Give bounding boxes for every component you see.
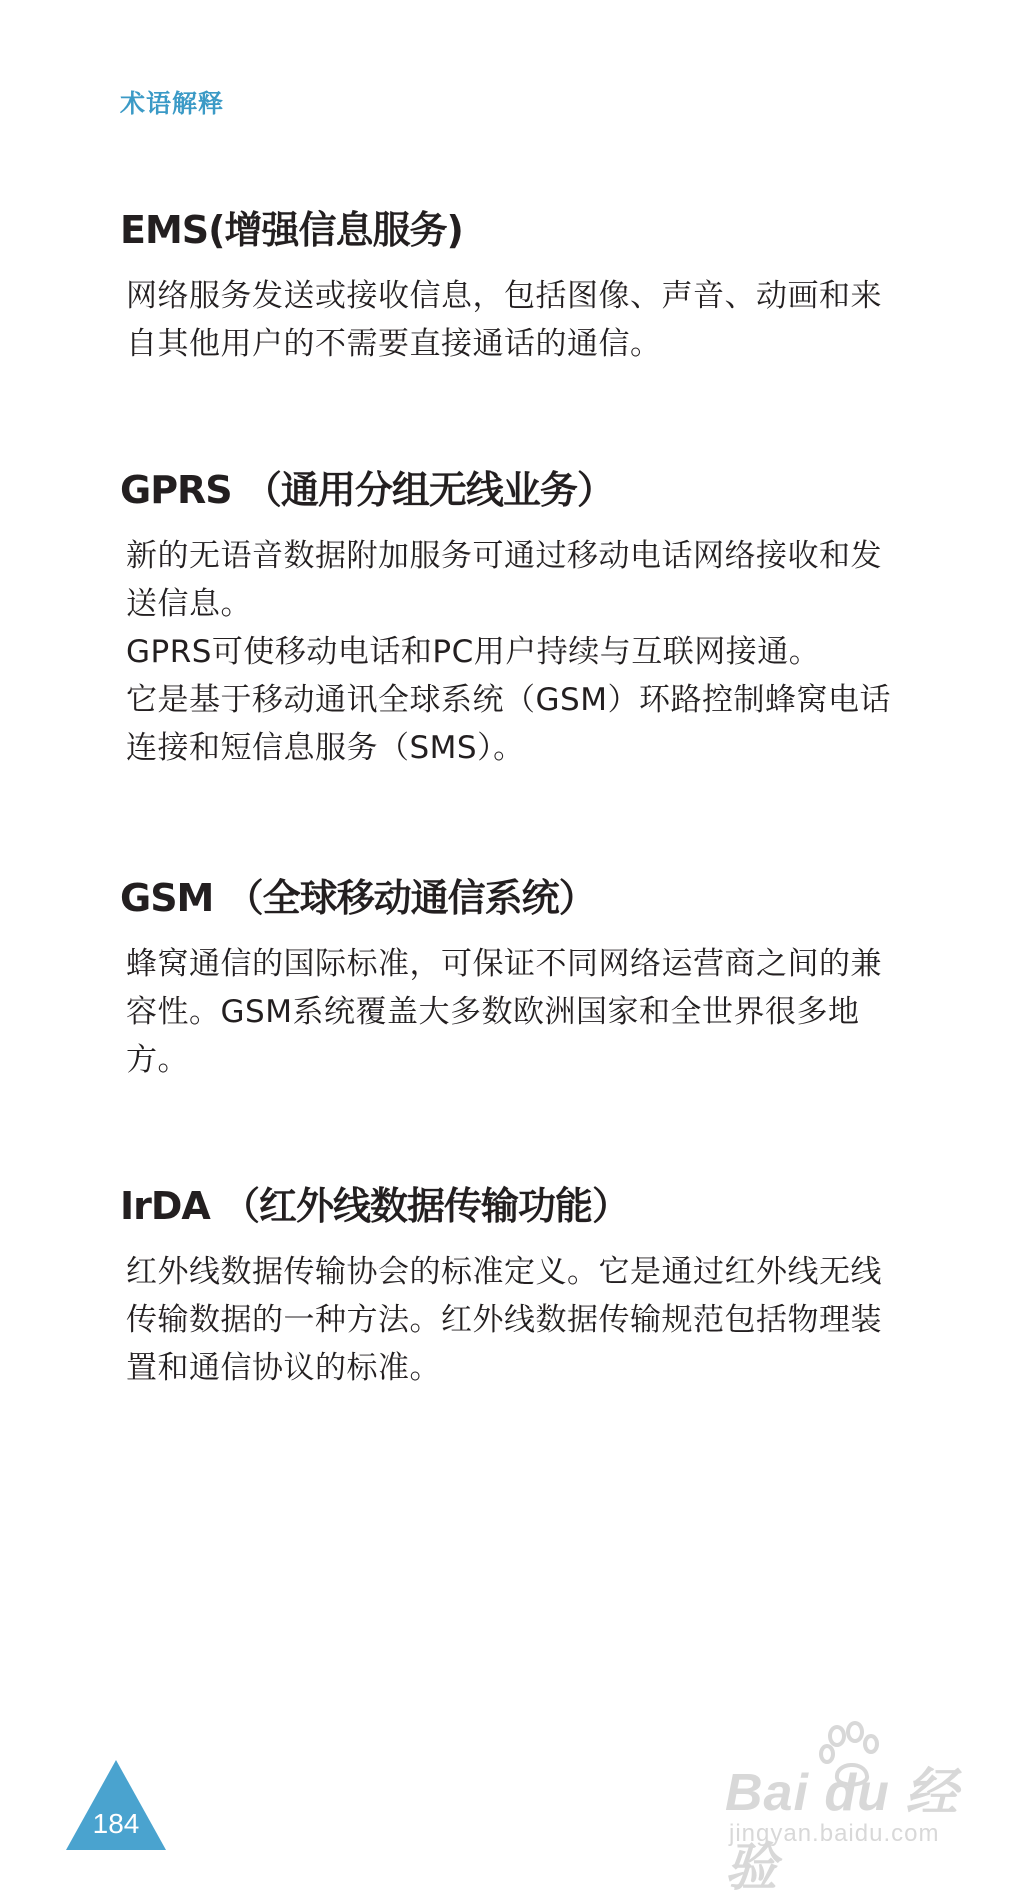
term-definition — [126, 272, 900, 368]
definition-paragraph: 网络服务发送或接收信息，包括图像、声音、动画和来自其他用户的不需要直接通话的通信。 — [126, 277, 882, 362]
term-title: IrDA （红外线数据传输功能） — [120, 1184, 630, 1228]
term-title: GPRS （通用分组无线业务） — [120, 468, 614, 512]
term-title: GSM （全球移动通信系统） — [120, 876, 596, 920]
watermark-url: jingyan.baidu.com — [729, 1820, 940, 1847]
watermark-logo: Bai du 经验 — [725, 1764, 959, 1897]
term-definition — [126, 532, 900, 772]
baidu-jingyan-watermark — [725, 1720, 975, 1897]
glossary-entry-gsm — [120, 876, 900, 1084]
page-number: 184 — [92, 1808, 140, 1839]
term-definition — [126, 1248, 900, 1392]
glossary-entry-ems — [120, 208, 900, 368]
term-title: EMS(增强信息服务) — [120, 208, 463, 252]
definition-paragraph: 它是基于移动通讯全球系统（GSM）环路控制蜂窝电话连接和短信息服务（SMS）。 — [126, 681, 891, 766]
definition-paragraph: 蜂窝通信的国际标准，可保证不同网络运营商之间的兼容性。GSM系统覆盖大多数欧洲国家和全世界很多地方。 — [126, 945, 882, 1078]
definition-paragraph: 红外线数据传输协会的标准定义。它是通过红外线无线传输数据的一种方法。红外线数据传输规范包括物理装置和通信协议的标准。 — [126, 1253, 882, 1386]
glossary-entry-gprs — [120, 468, 900, 772]
term-definition — [126, 940, 900, 1084]
definition-paragraph: 新的无语音数据附加服务可通过移动电话网络接收和发送信息。 — [126, 537, 882, 622]
definition-paragraph: GPRS可使移动电话和PC用户持续与互联网接通。 — [126, 633, 821, 670]
section-header: 术语解释 — [120, 89, 225, 118]
page-number-badge — [66, 1760, 166, 1850]
glossary-entry-irda — [120, 1184, 900, 1392]
